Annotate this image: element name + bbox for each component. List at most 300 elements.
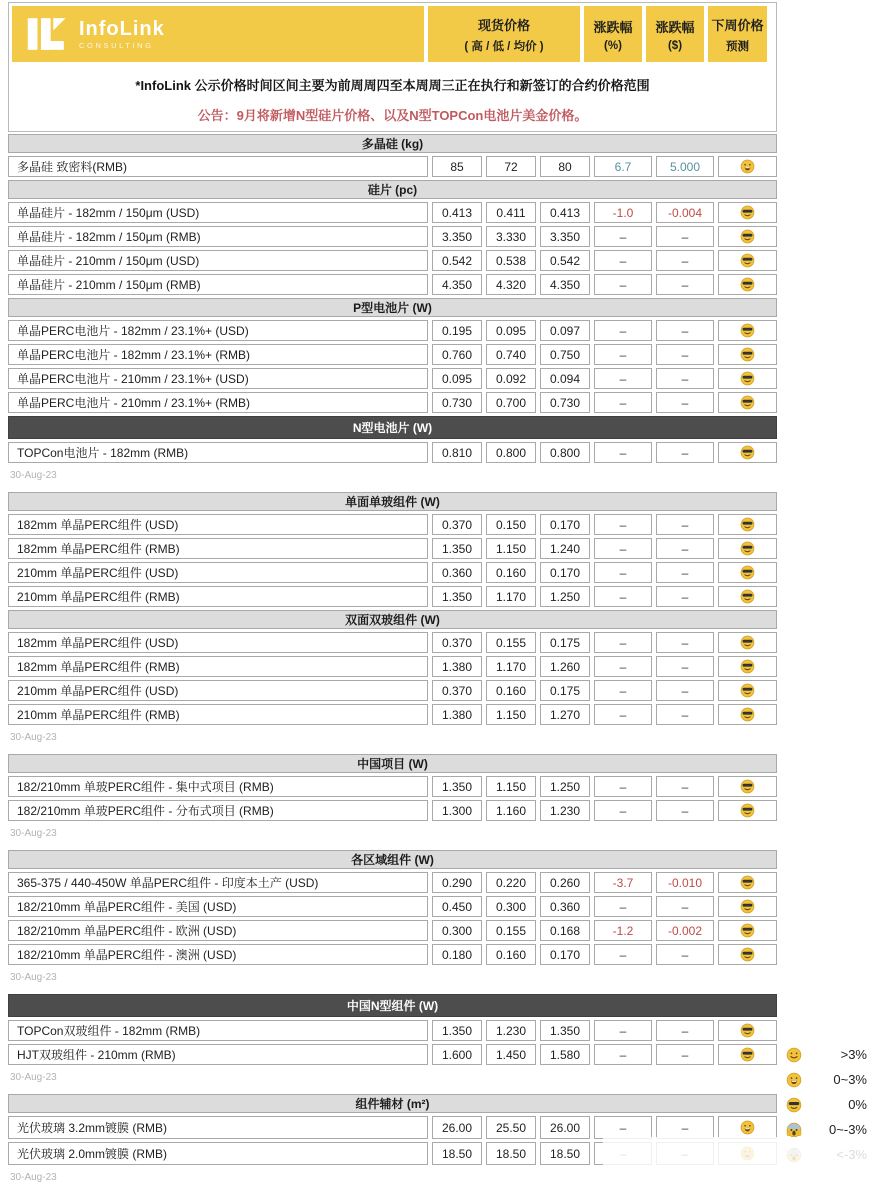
forecast-cell [718,392,777,413]
avg-value: 1.350 [540,1020,590,1041]
avg-value: 80 [540,156,590,177]
forecast-cell [718,1020,777,1041]
legend-label: 0% [848,1097,867,1112]
change-usd-label: 涨跌幅 [655,19,695,35]
avg-value: 1.250 [540,776,590,797]
high-value: 4.350 [432,274,482,295]
change-usd: – [656,250,714,271]
low-value: 0.160 [486,944,536,965]
column-header-spot-price [428,6,580,62]
infolink-logo-icon [26,15,70,53]
forecast-cell [718,442,777,463]
row-label: 单晶PERC电池片 - 182mm / 23.1%+ (RMB) [8,344,428,365]
table-row [8,944,777,965]
avg-value: 26.00 [540,1116,590,1139]
change-usd: – [656,1020,714,1041]
table-row [8,800,777,821]
sunglasses-emoji-icon [740,923,755,938]
sunglasses-emoji-icon [740,947,755,962]
table-row [8,1020,777,1041]
sunglasses-emoji-icon [740,635,755,650]
change-usd: – [656,776,714,797]
change-pct: – [594,514,652,535]
table-row [8,656,777,677]
date-stamp: 30-Aug-23 [10,1072,57,1083]
row-label: 182/210mm 单玻PERC组件 - 集中式项目 (RMB) [8,776,428,797]
row-label: 210mm 单晶PERC组件 (RMB) [8,586,428,607]
avg-value: 0.094 [540,368,590,389]
change-pct: – [594,250,652,271]
price-table-block [8,754,777,821]
high-value: 1.350 [432,1020,482,1041]
spot-price-label: 现货价格 [477,17,530,33]
change-usd: – [656,368,714,389]
table-row [8,680,777,701]
table-row [8,156,777,177]
smile-open-emoji-icon [786,1072,802,1088]
row-label: 光伏玻璃 3.2mm镀膜 (RMB) [8,1116,428,1139]
sunglasses-emoji-icon [740,371,755,386]
change-usd: – [656,226,714,247]
avg-value: 0.750 [540,344,590,365]
high-value: 0.195 [432,320,482,341]
change-usd: – [656,944,714,965]
logo [12,6,424,62]
change-usd: – [656,538,714,559]
avg-value: 1.240 [540,538,590,559]
table-row [8,776,777,797]
table-row [8,392,777,413]
change-pct: – [594,800,652,821]
row-label: 单晶硅片 - 210mm / 150μm (RMB) [8,274,428,295]
table-row [8,344,777,365]
low-value: 25.50 [486,1116,536,1139]
low-value: 0.160 [486,562,536,583]
header-row [9,3,776,62]
high-value: 1.350 [432,776,482,797]
avg-value: 0.175 [540,632,590,653]
sunglasses-emoji-icon [740,445,755,460]
change-usd: – [656,680,714,701]
change-usd: – [656,344,714,365]
row-label: HJT双玻组件 - 210mm (RMB) [8,1044,428,1065]
forecast-label: 下周价格 [711,17,764,33]
change-usd: -0.002 [656,920,714,941]
table-row [8,1116,777,1139]
change-pct: – [594,1116,652,1139]
avg-value: 0.168 [540,920,590,941]
avg-value: 0.730 [540,392,590,413]
change-pct: – [594,1044,652,1065]
sunglasses-emoji-icon [740,229,755,244]
forecast-cell [718,656,777,677]
high-value: 1.380 [432,704,482,725]
row-label: 单晶硅片 - 182mm / 150μm (USD) [8,202,428,223]
low-value: 3.330 [486,226,536,247]
table-row [8,562,777,583]
avg-value: 0.175 [540,680,590,701]
change-pct-label: 涨跌幅 [593,19,633,35]
sunglasses-emoji-icon [740,395,755,410]
low-value: 0.150 [486,514,536,535]
change-usd: – [656,586,714,607]
row-label: 182/210mm 单晶PERC组件 - 欧洲 (USD) [8,920,428,941]
high-value: 0.290 [432,872,482,893]
low-value: 18.50 [486,1142,536,1165]
forecast-cell [718,538,777,559]
high-value: 1.300 [432,800,482,821]
forecast-cell [718,1044,777,1065]
low-value: 1.160 [486,800,536,821]
section-header: 单面单玻组件 (W) [8,492,777,511]
avg-value: 18.50 [540,1142,590,1165]
avg-value: 0.800 [540,442,590,463]
table-row [8,538,777,559]
change-pct: – [594,226,652,247]
high-value: 0.413 [432,202,482,223]
table-row [8,368,777,389]
sunglasses-emoji-icon [740,875,755,890]
avg-value: 0.260 [540,872,590,893]
forecast-cell [718,156,777,177]
change-usd: -0.004 [656,202,714,223]
forecast-cell [718,320,777,341]
high-value: 1.350 [432,538,482,559]
change-pct: – [594,344,652,365]
change-usd: – [656,562,714,583]
row-label: 182/210mm 单玻PERC组件 - 分布式项目 (RMB) [8,800,428,821]
low-value: 0.300 [486,896,536,917]
table-row [8,1044,777,1065]
avg-value: 1.270 [540,704,590,725]
row-label: 182mm 单晶PERC组件 (RMB) [8,538,428,559]
avg-value: 0.170 [540,944,590,965]
change-usd: – [656,442,714,463]
table-row [8,514,777,535]
low-value: 1.150 [486,538,536,559]
change-usd-sublabel: ($) [667,39,683,52]
avg-value: 4.350 [540,274,590,295]
forecast-cell [718,704,777,725]
spot-price-sublabel: ( 高 / 低 / 均价 ) [464,40,544,53]
low-value: 4.320 [486,274,536,295]
date-stamp: 30-Aug-23 [10,732,57,743]
high-value: 26.00 [432,1116,482,1139]
change-usd: – [656,1116,714,1139]
low-value: 0.155 [486,632,536,653]
sunglasses-emoji-icon [740,659,755,674]
sunglasses-emoji-icon [740,803,755,818]
high-value: 85 [432,156,482,177]
table-row [8,872,777,893]
smile-open-emoji-icon [786,1072,802,1088]
avg-value: 1.250 [540,586,590,607]
sunglasses-emoji-icon [740,779,755,794]
sunglasses-emoji-icon [740,541,755,556]
change-pct: – [594,896,652,917]
avg-value: 0.413 [540,202,590,223]
brand-subtitle: CONSULTING [79,40,154,50]
sunglasses-emoji-icon [786,1097,802,1113]
low-value: 1.230 [486,1020,536,1041]
section-header: 中国N型组件 (W) [8,994,777,1017]
change-pct: – [594,562,652,583]
sunglasses-emoji-icon [740,565,755,580]
low-value: 0.092 [486,368,536,389]
forecast-cell [718,514,777,535]
avg-value: 3.350 [540,226,590,247]
brand-name: InfoLink [79,17,165,40]
price-table-block [8,492,777,725]
high-value: 0.730 [432,392,482,413]
avg-value: 0.097 [540,320,590,341]
change-usd: -0.010 [656,872,714,893]
forecast-cell [718,250,777,271]
smile-emoji-icon [786,1047,802,1063]
forecast-cell [718,776,777,797]
smile-open-emoji-icon [740,159,755,174]
row-label: 单晶PERC电池片 - 182mm / 23.1%+ (USD) [8,320,428,341]
avg-value: 0.170 [540,514,590,535]
section-header: 中国项目 (W) [8,754,777,773]
table-row [8,250,777,271]
change-pct: – [594,320,652,341]
date-stamp: 30-Aug-23 [10,828,57,839]
high-value: 0.180 [432,944,482,965]
change-pct: -1.0 [594,202,652,223]
change-pct: – [594,368,652,389]
low-value: 0.155 [486,920,536,941]
avg-value: 1.260 [540,656,590,677]
forecast-cell [718,872,777,893]
legend-item [786,1092,867,1117]
low-value: 1.450 [486,1044,536,1065]
section-header: N型电池片 (W) [8,416,777,439]
section-header: P型电池片 (W) [8,298,777,317]
high-value: 0.095 [432,368,482,389]
low-value: 0.411 [486,202,536,223]
legend-label: 0~-3% [829,1122,867,1137]
high-value: 18.50 [432,1142,482,1165]
change-usd: – [656,320,714,341]
sunglasses-emoji-icon [740,707,755,722]
table-row [8,202,777,223]
high-value: 0.370 [432,632,482,653]
high-value: 3.350 [432,226,482,247]
high-value: 0.542 [432,250,482,271]
change-pct: – [594,944,652,965]
sunglasses-emoji-icon [740,517,755,532]
change-pct: – [594,538,652,559]
change-usd: – [656,704,714,725]
change-pct: – [594,1020,652,1041]
forecast-cell [718,800,777,821]
logo-text [79,19,165,50]
price-period-note: *InfoLink 公示价格时间区间主要为前周周四至本周周三正在执行和新签订的合约价格范围 [135,78,650,93]
avg-value: 0.170 [540,562,590,583]
section-header: 多晶硅 (kg) [8,134,777,153]
row-label: TOPCon双玻组件 - 182mm (RMB) [8,1020,428,1041]
high-value: 0.810 [432,442,482,463]
watermark-erase-overlay [603,1137,870,1172]
forecast-cell [718,368,777,389]
smile-open-emoji-icon [740,1120,755,1135]
change-pct: – [594,680,652,701]
date-stamp: 30-Aug-23 [10,470,57,481]
section-header: 组件辅材 (m²) [8,1094,777,1113]
bulletin-header [8,2,777,132]
change-pct: – [594,632,652,653]
column-header-change-usd [646,6,704,62]
change-pct: – [594,656,652,677]
legend-label: >3% [840,1047,867,1062]
high-value: 0.370 [432,680,482,701]
column-header-change-pct [584,6,642,62]
table-row [8,920,777,941]
high-value: 1.350 [432,586,482,607]
sunglasses-emoji-icon [786,1097,802,1113]
avg-value: 1.230 [540,800,590,821]
row-label: 单晶硅片 - 182mm / 150μm (RMB) [8,226,428,247]
change-pct: -3.7 [594,872,652,893]
change-pct-sublabel: (%) [604,39,622,52]
row-label: 182mm 单晶PERC组件 (USD) [8,632,428,653]
forecast-cell [718,586,777,607]
change-pct: – [594,586,652,607]
low-value: 0.740 [486,344,536,365]
sunglasses-emoji-icon [740,1047,755,1062]
high-value: 1.600 [432,1044,482,1065]
sunglasses-emoji-icon [740,899,755,914]
row-label: 单晶硅片 - 210mm / 150μm (USD) [8,250,428,271]
price-table-block [8,994,777,1065]
forecast-cell [718,1116,777,1139]
forecast-cell [718,680,777,701]
change-pct: 6.7 [594,156,652,177]
low-value: 1.170 [486,586,536,607]
smile-emoji-icon [786,1047,802,1063]
avg-value: 0.360 [540,896,590,917]
legend-item [786,1067,867,1092]
high-value: 0.450 [432,896,482,917]
legend-item [786,1042,867,1067]
low-value: 0.160 [486,680,536,701]
sunglasses-emoji-icon [740,323,755,338]
change-usd: – [656,656,714,677]
sunglasses-emoji-icon [740,589,755,604]
avg-value: 0.542 [540,250,590,271]
change-pct: – [594,704,652,725]
forecast-cell [718,944,777,965]
low-value: 1.150 [486,776,536,797]
table-row [8,442,777,463]
change-usd: 5.000 [656,156,714,177]
high-value: 0.300 [432,920,482,941]
change-pct: -1.2 [594,920,652,941]
low-value: 0.700 [486,392,536,413]
low-value: 1.150 [486,704,536,725]
sunglasses-emoji-icon [740,253,755,268]
change-pct: – [594,392,652,413]
row-label: 210mm 单晶PERC组件 (USD) [8,562,428,583]
row-label: 单晶PERC电池片 - 210mm / 23.1%+ (RMB) [8,392,428,413]
table-row [8,274,777,295]
change-pct: – [594,274,652,295]
forecast-cell [718,202,777,223]
table-row [8,704,777,725]
change-usd: – [656,896,714,917]
table-row [8,586,777,607]
high-value: 0.760 [432,344,482,365]
row-label: 多晶硅 致密料(RMB) [8,156,428,177]
date-stamp: 30-Aug-23 [10,972,57,983]
sunglasses-emoji-icon [740,683,755,698]
high-value: 0.360 [432,562,482,583]
row-label: TOPCon电池片 - 182mm (RMB) [8,442,428,463]
sunglasses-emoji-icon [740,1023,755,1038]
table-row [8,896,777,917]
avg-value: 1.580 [540,1044,590,1065]
row-label: 210mm 单晶PERC组件 (USD) [8,680,428,701]
table-row [8,320,777,341]
table-row [8,632,777,653]
announcement-note: 公告：9月将新增N型硅片价格、以及N型TOPCon电池片美金价格。 [197,108,588,123]
forecast-cell [718,274,777,295]
section-header: 硅片 (pc) [8,180,777,199]
table-row [8,226,777,247]
sunglasses-emoji-icon [740,277,755,292]
scream-emoji-icon [786,1122,802,1138]
low-value: 72 [486,156,536,177]
row-label: 210mm 单晶PERC组件 (RMB) [8,704,428,725]
change-usd: – [656,514,714,535]
column-header-forecast [708,6,767,62]
price-bulletin [8,2,777,1192]
low-value: 0.095 [486,320,536,341]
sunglasses-emoji-icon [740,347,755,362]
notes [9,75,776,124]
high-value: 1.380 [432,656,482,677]
forecast-sublabel: 预测 [726,40,749,53]
row-label: 光伏玻璃 2.0mm镀膜 (RMB) [8,1142,428,1165]
sunglasses-emoji-icon [740,205,755,220]
price-table-block [8,850,777,965]
row-label: 182mm 单晶PERC组件 (RMB) [8,656,428,677]
change-usd: – [656,392,714,413]
row-label: 365-375 / 440-450W 单晶PERC组件 - 印度本土产 (USD) [8,872,428,893]
legend-label: 0~3% [833,1072,867,1087]
section-header: 各区域组件 (W) [8,850,777,869]
change-pct: – [594,776,652,797]
forecast-cell [718,226,777,247]
forecast-cell [718,562,777,583]
forecast-cell [718,344,777,365]
row-label: 单晶PERC电池片 - 210mm / 23.1%+ (USD) [8,368,428,389]
forecast-cell [718,896,777,917]
low-value: 0.800 [486,442,536,463]
scream-emoji-icon [786,1122,802,1138]
row-label: 182/210mm 单晶PERC组件 - 澳洲 (USD) [8,944,428,965]
forecast-cell [718,920,777,941]
row-label: 182mm 单晶PERC组件 (USD) [8,514,428,535]
low-value: 1.170 [486,656,536,677]
change-pct: – [594,442,652,463]
date-stamp: 30-Aug-23 [10,1172,57,1183]
row-label: 182/210mm 单晶PERC组件 - 美国 (USD) [8,896,428,917]
low-value: 0.538 [486,250,536,271]
forecast-cell [718,632,777,653]
change-usd: – [656,274,714,295]
